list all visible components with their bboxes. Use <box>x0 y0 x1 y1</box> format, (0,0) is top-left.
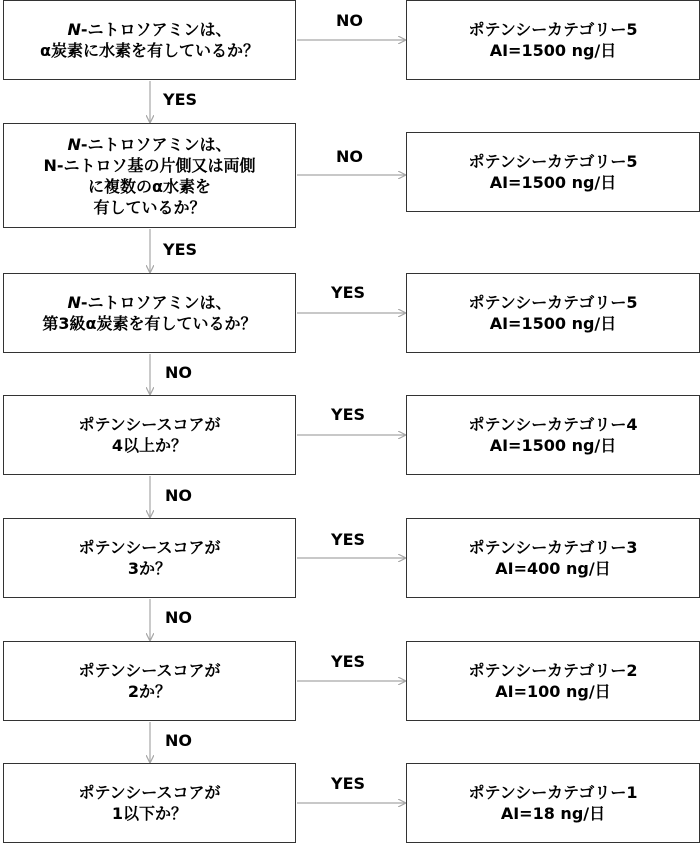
result-5-category: ポテンシーカテゴリー3 <box>468 538 638 557</box>
question-2-line-4: 有しているか？ <box>93 197 206 217</box>
result-box-7 <box>406 763 700 843</box>
result-4-ai: AI=1500 ng/日 <box>489 436 617 455</box>
side-label-2: NO <box>336 147 363 166</box>
down-label-5: NO <box>165 608 192 627</box>
result-1-ai: AI=1500 ng/日 <box>489 41 617 60</box>
side-label-4: YES <box>331 405 366 424</box>
question-box-6 <box>3 641 296 721</box>
side-label-7: YES <box>331 774 366 793</box>
down-label-3: NO <box>165 363 192 382</box>
question-3-line-1: N-ニトロソアミンは、 <box>67 293 232 312</box>
down-label-6: NO <box>165 731 192 750</box>
question-5-line-1: ポテンシースコアが <box>78 538 221 557</box>
result-box-2 <box>406 132 700 212</box>
question-7-line-2: 1以下か？ <box>111 804 188 823</box>
result-2-category: ポテンシーカテゴリー5 <box>468 152 638 171</box>
question-7-line-1: ポテンシースコアが <box>78 783 221 802</box>
question-box-7 <box>3 763 296 843</box>
result-6-category: ポテンシーカテゴリー2 <box>468 661 638 680</box>
result-1-category: ポテンシーカテゴリー5 <box>468 20 638 39</box>
side-label-6: YES <box>331 652 366 671</box>
side-label-1: NO <box>336 11 363 30</box>
result-4-category: ポテンシーカテゴリー4 <box>468 415 638 434</box>
result-7-category: ポテンシーカテゴリー1 <box>468 783 638 802</box>
result-3-ai: AI=1500 ng/日 <box>489 314 617 333</box>
question-4-line-1: ポテンシースコアが <box>78 415 221 434</box>
side-label-5: YES <box>331 530 366 549</box>
question-box-2 <box>3 123 296 228</box>
question-2-line-2: N-ニトロソ基の片側又は両側 <box>43 155 256 175</box>
question-box-5 <box>3 518 296 598</box>
result-box-3 <box>406 273 700 353</box>
question-1-line-2: α炭素に水素を有しているか？ <box>40 41 259 60</box>
result-5-ai: AI=400 ng/日 <box>495 559 611 578</box>
question-5-line-2: 3か？ <box>127 559 172 578</box>
result-box-4 <box>406 395 700 475</box>
result-2-ai: AI=1500 ng/日 <box>489 173 617 192</box>
down-label-4: NO <box>165 486 192 505</box>
question-box-3 <box>3 273 296 353</box>
question-2-line-1: N-ニトロソアミンは、 <box>67 134 232 154</box>
result-7-ai: AI=18 ng/日 <box>500 804 606 823</box>
result-3-category: ポテンシーカテゴリー5 <box>468 293 638 312</box>
down-label-1: YES <box>163 90 198 109</box>
result-6-ai: AI=100 ng/日 <box>495 682 611 701</box>
question-6-line-2: 2か？ <box>127 682 172 701</box>
question-3-line-2: 第3級α炭素を有しているか？ <box>42 314 257 333</box>
side-label-3: YES <box>331 283 366 302</box>
result-box-1 <box>406 0 700 80</box>
result-box-5 <box>406 518 700 598</box>
question-box-1 <box>3 0 296 80</box>
question-6-line-1: ポテンシースコアが <box>78 661 221 680</box>
question-box-4 <box>3 395 296 475</box>
down-label-2: YES <box>163 240 198 259</box>
question-2-line-3: に複数のα水素を <box>87 176 211 196</box>
result-box-6 <box>406 641 700 721</box>
question-1-line-1: N-ニトロソアミンは、 <box>67 20 232 39</box>
question-4-line-2: 4以上か？ <box>111 436 188 455</box>
